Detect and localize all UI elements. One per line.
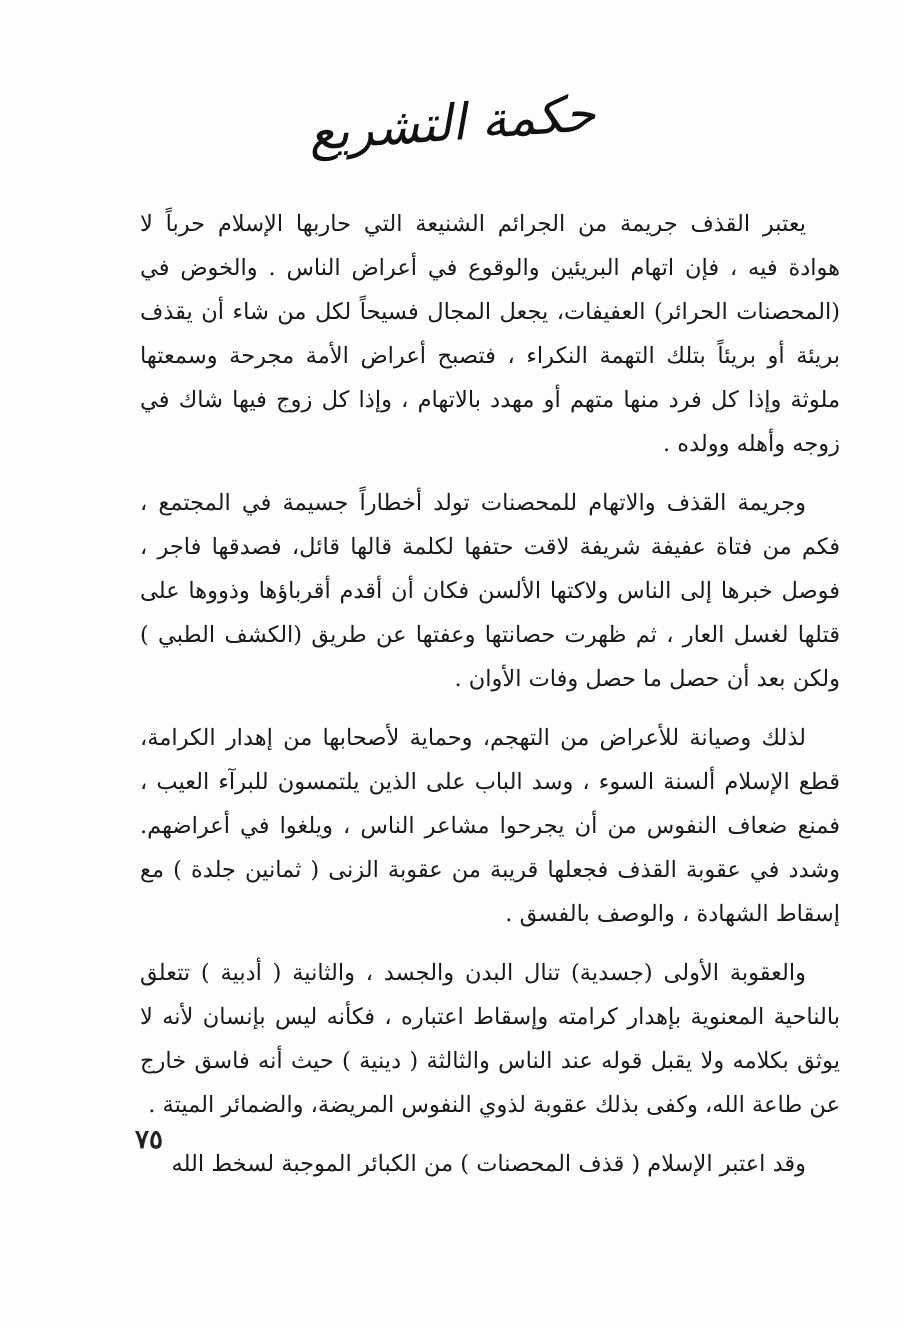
- paragraph-2: وجريمة القذف والاتهام للمحصنات تولد أخطاراً جسيمة في المجتمع ، فكم من فتاة عفيفة شريفة لاقت حتفها لكلمة قالها قائل، فصدقها فاجر ، فوصل خبرها إلى الناس ولاكتها الألسن فكان أن أقدم أقرباؤها وذووها على قتلها لغسل العار ، ثم ظهرت حصانتها وعفتها عن طريق (الكشف الطبي ) ولكن بعد أن حصل ما حصل وفات الأوان .: [140, 490, 840, 692]
- body-text: [140, 202, 840, 1186]
- paragraph-1: يعتبر القذف جريمة من الجرائم الشنيعة التي حاربها الإسلام حرباً لا هوادة فيه ، فإن اتهام البريئين والوقوع في أعراض الناس . والخوض في (المحصنات الحرائر) العفيفات، يجعل المجال فسيحاً لكل من شاء أن يقذف بريئة أو بريئاً بتلك التهمة النكراء ، فتصبح أعراض الأمة مجرحة وسمعتها ملوثة وإذا كل فرد منها متهم أو مهدد بالاتهام ، وإذا كل زوج فيها شاك في زوجه وأهله وولده .: [140, 211, 840, 457]
- page-number: ٧٥: [135, 1125, 163, 1155]
- paragraph-4: والعقوبة الأولى (جسدية) تنال البدن والجسد ، والثانية ( أدبية ) تتعلق بالناحية المعنوية بإهدار كرامته وإسقاط اعتباره ، فكأنه ليس بإنسان لأنه لا يوثق بكلامه ولا يقبل قوله عند الناس والثالثة ( دينية ) حيث أنه فاسق خارج عن طاعة الله، وكفى بذلك عقوبة لذوي النفوس المريضة، والضمائر الميتة .: [140, 960, 840, 1118]
- paragraph-3: لذلك وصيانة للأعراض من التهجم، وحماية لأصحابها من إهدار الكرامة، قطع الإسلام ألسنة السوء ، وسد الباب على الذين يلتمسون للبرآء العيب ، فمنع ضعاف النفوس من أن يجرحوا مشاعر الناس ، ويلغوا في أعراضهم. وشدد في عقوبة القذف فجعلها قريبة من عقوبة الزنى ( ثمانين جلدة ) مع إسقاط الشهادة ، والوصف بالفسق .: [140, 725, 840, 927]
- page-title: حكمة التشريع: [306, 84, 598, 162]
- paragraph-5: وقد اعتبر الإسلام ( قذف المحصنات ) من الكبائر الموجبة لسخط الله: [171, 1151, 806, 1177]
